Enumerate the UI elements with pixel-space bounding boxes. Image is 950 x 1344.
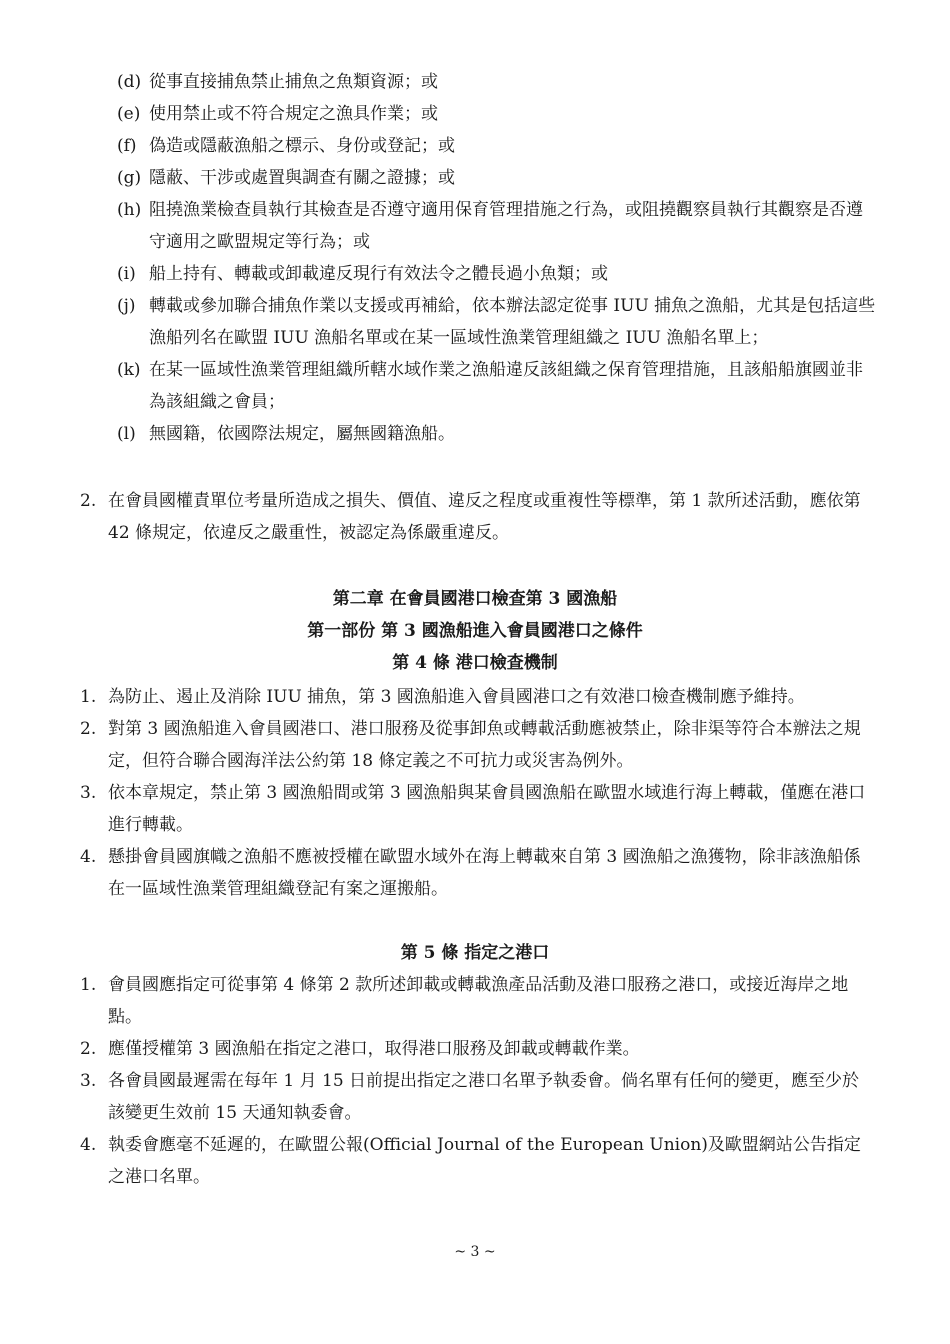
subitem-d: (d) 從事直接捕魚禁止捕魚之魚類資源；或 [117, 72, 438, 92]
article3-subitem-list [117, 66, 877, 450]
article3-item-2-block [80, 485, 870, 549]
subitem-h: (h) 阻撓漁業檢查員執行其檢查是否遵守適用保育管理措施之行為，或阻撓觀察員執行其觀察是否遵守適用之歐盟規定等行為；或 [117, 200, 863, 252]
article4-item-4: 4. 懸掛會員國旗幟之漁船不應被授權在歐盟水域外在海上轉載來自第 3 國漁船之漁獲物，除非該漁船係在一區域性漁業管理組織登記有案之運搬船。 [80, 847, 861, 899]
article3-item-2: 2. 在會員國權責單位考量所造成之損失、價值、違反之程度或重複性等標準，第 1 款所述活動，應依第 42 條規定，依違反之嚴重性，被認定為係嚴重違反。 [80, 491, 861, 543]
subitem-f: (f) 偽造或隱蔽漁船之標示、身份或登記；或 [117, 136, 455, 156]
article5-item-2: 2. 應僅授權第 3 國漁船在指定之港口，取得港口服務及卸載或轉載作業。 [80, 1039, 640, 1059]
part-title: 第一部份 第 3 國漁船進入會員國港口之條件 [307, 621, 643, 641]
subitem-k: (k) 在某一區域性漁業管理組織所轄水域作業之漁船違反該組織之保育管理措施，且該船船旗國並非為該組織之會員； [117, 360, 863, 412]
subitem-j: (j) 轉載或參加聯合捕魚作業以支援或再補給，依本辦法認定從事 IUU 捕魚之漁船，尤其是包括這些漁船列名在歐盟 IUU 漁船名單或在某一區域性漁業管理組織之 IUU 漁船名單上； [117, 296, 876, 348]
article4-title: 第 4 條 港口檢查機制 [392, 653, 558, 673]
subitem-e: (e) 使用禁止或不符合規定之漁具作業；或 [117, 104, 438, 124]
article4-item-2: 2. 對第 3 國漁船進入會員國港口、港口服務及從事卸魚或轉載活動應被禁止，除非渠等符合本辦法之規定，但符合聯合國海洋法公約第 18 條定義之不可抗力或災害為例外。 [80, 719, 861, 771]
article4-item-1: 1. 為防止、遏止及消除 IUU 捕魚，第 3 國漁船進入會員國港口之有效港口檢查機制應予維持。 [80, 687, 805, 707]
article4-item-list [80, 681, 870, 905]
chapter-title: 第二章 在會員國港口檢查第 3 國漁船 [332, 589, 618, 609]
subitem-g: (g) 隱蔽、干涉或處置與調查有關之證據；或 [117, 168, 455, 188]
article5-title: 第 5 條 指定之港口 [400, 943, 550, 963]
subitem-i: (i) 船上持有、轉載或卸載違反現行有效法令之體長過小魚類；或 [117, 264, 608, 284]
article5-item-4: 4. 執委會應毫不延遲的，在歐盟公報(Official Journal of the European Union)及歐盟網站公告指定之港口名單。 [80, 1135, 861, 1187]
page-number: ~ 3 ~ [454, 1244, 496, 1260]
article4-item-3: 3. 依本章規定，禁止第 3 國漁船間或第 3 國漁船與某會員國漁船在歐盟水域進行海上轉載，僅應在港口進行轉載。 [80, 783, 866, 835]
article5-item-3: 3. 各會員國最遲需在每年 1 月 15 日前提出指定之港口名單予執委會。倘名單有任何的變更，應至少於該變更生效前 15 天通知執委會。 [80, 1071, 860, 1123]
article5-item-1: 1. 會員國應指定可從事第 4 條第 2 款所述卸載或轉載漁產品活動及港口服務之港口，或接近海岸之地點。 [80, 975, 849, 1027]
subitem-l: (l) 無國籍，依國際法規定，屬無國籍漁船。 [117, 424, 455, 444]
article5-item-list [80, 969, 870, 1193]
